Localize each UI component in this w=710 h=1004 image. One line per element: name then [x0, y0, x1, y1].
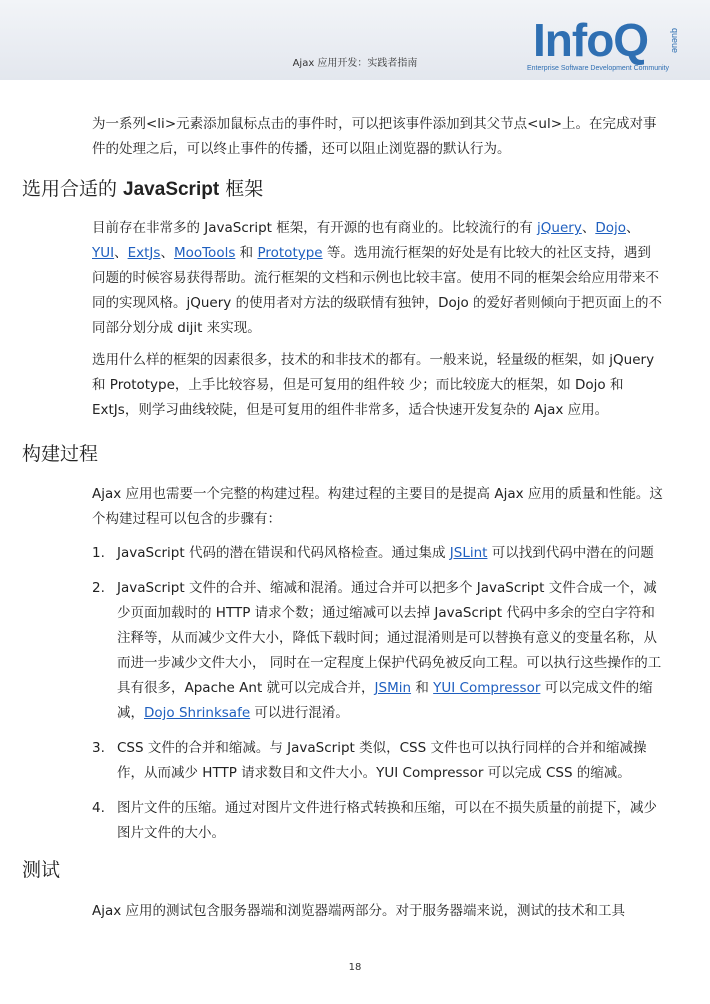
separator: 、: [114, 245, 128, 261]
text: 可以进行混淆。: [250, 705, 349, 721]
heading-text-end: 框架: [219, 178, 264, 200]
framework-paragraph-1: [92, 216, 664, 341]
text: JavaScript 代码的潜在错误和代码风格检查。通过集成: [117, 545, 450, 561]
heading-bold-text: JavaScript: [123, 179, 220, 200]
text: 可以完成文件的缩减，: [117, 680, 653, 721]
logo-wordmark: InfoQ: [533, 14, 649, 66]
list-item: [92, 736, 664, 786]
link-extjs[interactable]: ExtJs: [127, 245, 161, 261]
list-number: 1.: [92, 545, 105, 561]
testing-paragraph: Ajax 应用的测试包含服务器端和浏览器端两部分。对于服务器端来说，测试的技术和工具: [92, 903, 626, 919]
list-number: 3.: [92, 740, 105, 756]
heading-text: 选用合适的: [22, 178, 124, 200]
list-item-text: CSS 文件的合并和缩减。与 JavaScript 类似，CSS 文件也可以执行同样的合并和缩减操作，从而减少 HTTP 请求数目和文件大小。YUI Compressor 可以完成 CSS 的缩减。: [117, 740, 647, 781]
section-heading-framework: [22, 177, 263, 202]
text: 和: [411, 680, 434, 696]
separator: 、: [581, 220, 596, 236]
document-title: Ajax 应用开发：实践者指南: [292, 58, 418, 69]
list-item-text: 图片文件的压缩。通过对图片文件进行格式转换和压缩，可以在不损失质量的前提下，减少图片文件的大小。: [117, 800, 657, 841]
list-number: 2.: [92, 580, 105, 596]
separator: 、: [626, 220, 640, 236]
build-steps-list: [92, 541, 664, 846]
separator: 、: [160, 245, 174, 261]
logo-tagline: Enterprise Software Development Community: [527, 65, 670, 72]
separator: 和: [235, 245, 258, 261]
list-item: [92, 576, 664, 726]
link-yui-compressor[interactable]: YUI Compressor: [433, 680, 541, 696]
section-heading-build: 构建过程: [22, 443, 99, 465]
build-paragraph: Ajax 应用也需要一个完整的构建过程。构建过程的主要目的是提高 Ajax 应用的质量和性能。这个构建过程可以包含的步骤有：: [92, 486, 663, 527]
link-jquery[interactable]: jQuery: [537, 220, 582, 236]
text: 目前存在非常多的 JavaScript 框架，有开源的也有商业的。比较流行的有: [92, 220, 538, 236]
link-jslint[interactable]: JSLint: [449, 545, 488, 561]
intro-paragraph: 为一系列<li>元素添加鼠标点击的事件时，可以把该事件添加到其父节点<ul>上。在完成对事件的处理之后，可以终止事件的传播，还可以阻止浏览器的默认行为。: [92, 116, 657, 157]
link-mootools[interactable]: MooTools: [173, 245, 236, 261]
list-item: [92, 541, 664, 566]
link-prototype[interactable]: Prototype: [257, 245, 323, 261]
text: 可以找到代码中潜在的问题: [487, 545, 654, 561]
page-header: [0, 0, 710, 80]
list-item: [92, 796, 664, 846]
section-heading-testing: 测试: [22, 859, 61, 881]
link-yui[interactable]: YUI: [92, 245, 115, 261]
list-number: 4.: [92, 800, 105, 816]
text: 等。选用流行框架的好处是有比较大的社区支持，遇到问题的时候容易获得帮助。流行框架的文档和示例也比较丰富。使用不同的框架会给应用带来不同的实现风格。jQuery 的使用者对方法的级联情有独钟，Dojo 的爱好者则倾向于把页面上的不同部分划分成 dijit 来实现。: [92, 245, 663, 336]
page-number: 18: [348, 962, 362, 973]
list-item-text: [117, 541, 664, 566]
link-dojo[interactable]: Dojo: [595, 220, 626, 236]
link-jsmin[interactable]: JSMin: [374, 680, 412, 696]
framework-paragraph-2: 选用什么样的框架的因素很多，技术的和非技术的都有。一般来说，轻量级的框架，如 jQuery 和 Prototype，上手比较容易，但是可复用的组件较 少；而比较庞大的框架，如 Dojo 和 ExtJs，则学习曲线较陡，但是可复用的组件非常多，适合快速开发复杂的 Ajax 应用。: [92, 352, 655, 418]
logo-queue-text: queue: [670, 28, 680, 54]
text: JavaScript 文件的合并、缩减和混淆。通过合并可以把多个 JavaScript 文件合成一个，减少页面加载时的 HTTP 请求个数；通过缩减可以去掉 JavaScript 代码中多余的空白字符和注释等，从而减少文件大小，降低下载时间；通过混淆则是可以替换有意义的变量名称，从而进一步减少文件大小， 同时在一定程度上保护代码免被反向工程。可以执行这些操作的工具有很多，Apache Ant 就可以完成合并，: [117, 580, 662, 696]
list-item-text: [117, 576, 664, 726]
infoq-logo: [527, 14, 693, 78]
link-dojo-shrinksafe[interactable]: Dojo Shrinksafe: [144, 705, 251, 721]
